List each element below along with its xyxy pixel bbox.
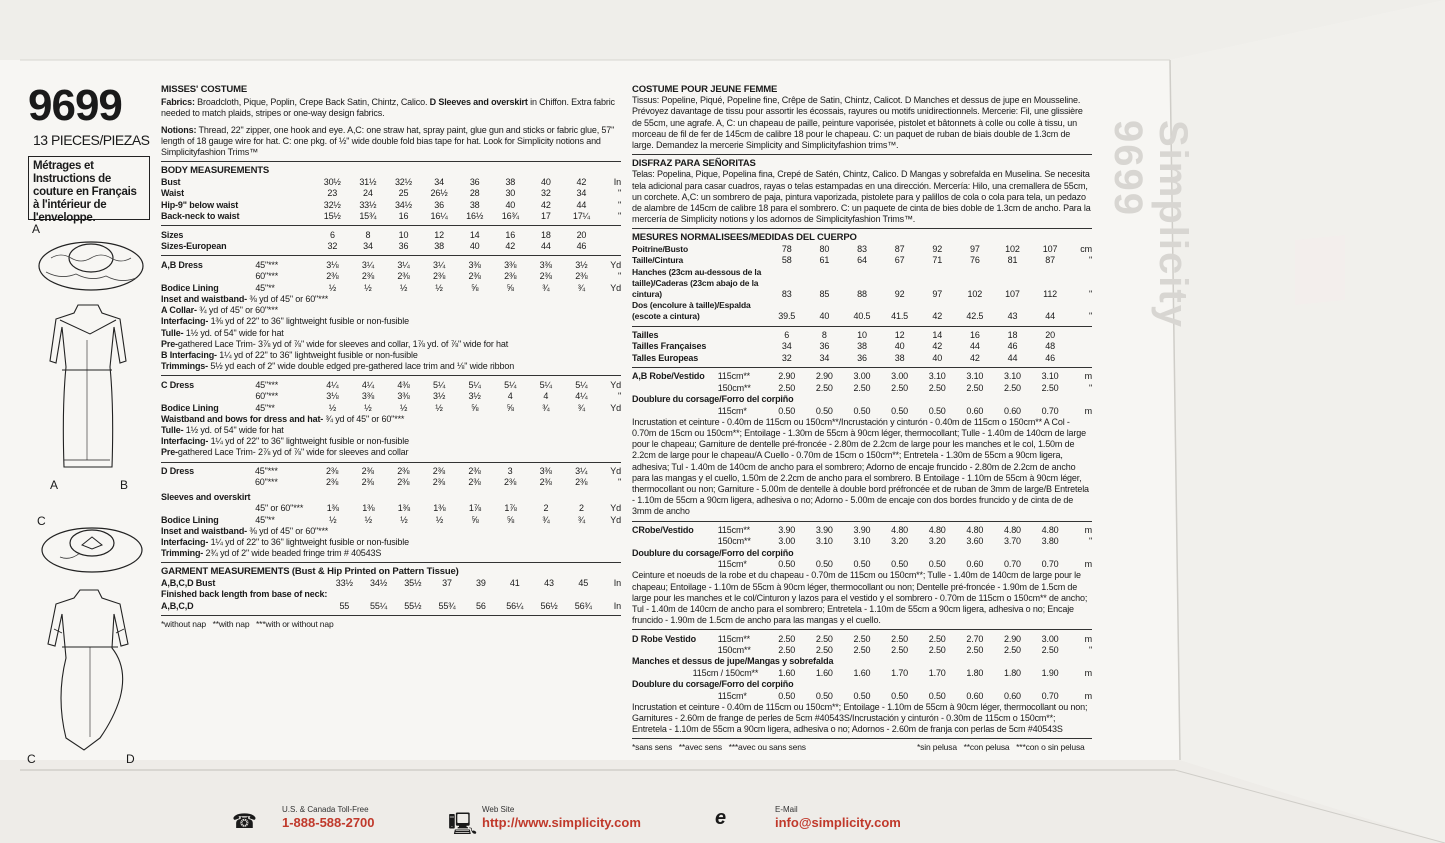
ab-metric-table xyxy=(632,371,1092,394)
table-row: Back-neck to waist 15½ 15¾ 16 16¼ 16½ 16¾ 17 17¼ " xyxy=(161,211,621,222)
table-row: A,B Robe/Vestido 115cm** 2.90 2.90 3.00 3.00 3.10 3.10 3.10 3.10 m xyxy=(632,371,1092,382)
garment-measurements-table xyxy=(161,578,621,613)
table-row: Talles Europeas 32 34 36 38 40 42 44 46 xyxy=(632,352,1055,363)
ab-metric-text: Incrustation et ceinture - 0.40m de 115cm ou 150cm**/Incrustación y cinturón - 0.40m de 115cm o 150cm** A Col - 0.70m de 15cm ou 150cm**; Entoilage - 1.30m de 55cm à 90cm léger, thermocollant; Tulle - 1.40m de 140cm de large pour le chapeau; Garniture de dentelle pré-froncée - 2.80m de 2.2cm de large pour les manches et le col, 1.50m de 2.2cm de large pour le chapeau/A Cuello - 0.70m de 15cm o 150cm**; Entretela - 1.30m de 55cm a 90cm ligera, adhesiva; Tul - 1.40m de 140cm de ancho para el sombrero; Adorno de encaje fruncido - 2.80m de 2.2cm de ancho para las mangas y el cuello, 1.50m de 2.2cm de ancho para el sombrero. B Entoilage - 1.10m de 55cm à 90cm léger, thermocollant ou non; Garniture - 5.00m de dentelle à double bord préfroncée et de ruban de 3mm de large/B Entretela - 1.10m de 55cm a 90cm ligera, adhesiva o no; Adorno - 5.00m de encaje con dos bordes fruncido y de cinta de de 3mm de ancho xyxy=(632,416,1089,517)
note-line: Tulle- 1½ yd. of 54" wide for hat xyxy=(161,425,284,436)
d-sleeves-metric-table xyxy=(632,668,1092,680)
french-title: COSTUME POUR JEUNE FEMME xyxy=(632,84,778,95)
spanish-title: DISFRAZ PARA SEÑORITAS xyxy=(632,158,756,170)
d-notes xyxy=(161,526,621,560)
note-line: Pre-gathered Lace Trim- 2⅞ yd of ⅞" wide for sleeves and collar xyxy=(161,447,409,458)
table-row: C Dress 45"*** 4¼ 4¼ 4⅜ 5¼ 5¼ 5¼ 5¼ 5¼ Yd xyxy=(161,379,621,390)
fabrics-text: Fabrics: Broadcloth, Pique, Poplin, Crepe Back Satin, Chintz, Calico. D Sleeves and overskirt in Chiffon. Extra fabric needed to match plaids, stripes or one-way design fabrics. xyxy=(161,97,615,119)
table-row: Finished back length from base of neck: xyxy=(161,589,328,600)
table-row: Tailles 6 8 10 12 14 16 18 20 xyxy=(632,329,1055,340)
dress-illustration-c-d xyxy=(40,585,140,755)
metric-measurements-table xyxy=(632,244,1092,323)
view-label-c: C xyxy=(27,752,36,766)
view-label-d: D xyxy=(126,752,135,766)
english-column xyxy=(161,84,621,630)
ab-lining-label: Doublure du corsage/Forro del corpiño xyxy=(632,394,794,405)
table-row: Bust 30½ 31½ 32½ 34 36 38 40 42 In xyxy=(161,176,621,187)
d-sleeves-label: Sleeves and overskirt xyxy=(161,491,251,502)
note-line: Tulle- 1½ yd. of 54" wide for hat xyxy=(161,327,284,338)
hat-illustration-a xyxy=(36,228,146,298)
table-row: Bodice Lining 45"** ½ ½ ½ ½ ⅝ ⅝ ¾ ¾ Yd xyxy=(161,402,621,413)
french-instructions-note: Métrages et Instructions de couture en Français à l'intérieur de l'enveloppe. xyxy=(28,156,150,220)
table-row: A,B,C,D 55 55¼ 55½ 55¾ 56 56¼ 56½ 56¾ In xyxy=(161,600,621,611)
garment-measurements-title: GARMENT MEASUREMENTS (Bust & Hip Printed on Pattern Tissue) xyxy=(161,566,459,578)
table-row: A,B Dress 45"*** 3⅛ 3¼ 3¼ 3¼ 3⅜ 3⅜ 3⅜ 3½ Yd xyxy=(161,259,621,270)
c-metric-text: Ceinture et noeuds de la robe et du chapeau - 0.70m de 115cm ou 150cm**; Tulle - 1.40m de 140cm de large pour le chapeau; Entoilage - 1.10m de 55cm à 90cm léger, thermocollant ou non; Dentelle pré-froncée - 1.90m de 1.5cm de large pour les manches et le col/Cinturon y lazos para el vestido y el sombrero - 0.70m de 115cm o 150cm** de ancho; Tul - 1.40m de 140cm de ancho para el sombrero; Entretela - 1.10m de 55cm a 90cm ligera, adhesiva o no; Encaje fruncido - 1.90m de 1.5cm de ancho para las mangas y el cuello. xyxy=(632,570,1088,626)
table-row: 60"*** 2⅜ 2⅜ 2⅜ 2⅜ 2⅜ 2⅜ 2⅜ 2⅜ " xyxy=(255,271,621,282)
d-yardage-table xyxy=(161,466,621,489)
table-row: Sizes 6 8 10 12 14 16 18 20 xyxy=(161,229,587,240)
c-notes xyxy=(161,414,621,459)
note-line: Pre-gathered Lace Trim- 3⅞ yd of ⅞" wide for sleeves and collar, 1⅞ yd. of ⅞" wide for hat xyxy=(161,338,509,349)
note-line: B Interfacing- 1¼ yd of 22" to 36" lightweight fusible or non-fusible xyxy=(161,349,418,360)
d-metric-text: Incrustation et ceinture - 0.40m de 115cm ou 150cm**; Entoilage - 1.10m de 55cm à 90cm léger, thermocollant ou non; Garnitures - 2.60m de frange de perles de 5cm #40543S/Incrustación y cinturón - 0.30m de 115cm o 150cm**; Entretela - 1.10m de 55cm a 90cm ligera, adhesiva o no; Adornos - 2.60m de franja con perlas de 5cm #40543S xyxy=(632,701,1088,735)
contact-footer xyxy=(220,805,980,835)
ab-notes xyxy=(161,294,621,372)
note-line: A Collar- ¾ yd of 45" or 60"*** xyxy=(161,305,278,316)
hat-illustration-c xyxy=(40,515,145,580)
table-row: CRobe/Vestido 115cm** 3.90 3.90 3.90 4.80 4.80 4.80 4.80 4.80 m xyxy=(632,524,1092,535)
computer-icon: 🖳 xyxy=(448,811,478,836)
ab-yardage-table xyxy=(161,259,621,294)
c-metric-table xyxy=(632,525,1092,548)
email-icon: e xyxy=(715,807,727,829)
costume-title: MISSES' COSTUME xyxy=(161,84,248,95)
table-row: Bodice Lining 45"** ½ ½ ½ ½ ⅝ ⅝ ¾ ¾ Yd xyxy=(161,282,621,293)
c-lining-label: Doublure du corsage/Forro del corpiño xyxy=(632,547,794,558)
table-row: Bodice Lining 45"** ½ ½ ½ ½ ⅝ ⅝ ¾ ¾ Yd xyxy=(161,514,621,525)
d-sleeves-metric-label: Manches et dessus de jupe/Mangas y sobrefalda xyxy=(632,656,834,667)
d-metric-table xyxy=(632,633,1092,656)
table-row: Hanches (23cm au-dessous de la taille)/Caderas (23cm abajo de la cintura) 83 85 88 92 97 102 107 112 " xyxy=(632,266,1092,300)
table-row: 115cm / 150cm** 1.60 1.60 1.60 1.70 1.70 1.80 1.80 1.90 m xyxy=(692,667,1092,678)
table-row: 45" or 60"*** 1⅜ 1⅜ 1⅜ 1⅜ 1⅞ 1⅞ 2 2 Yd xyxy=(255,503,621,514)
table-row: D Robe Vestido 115cm** 2.50 2.50 2.50 2.50 2.50 2.70 2.90 3.00 m xyxy=(632,633,1092,644)
tailles-table xyxy=(632,330,1092,365)
c-lining-table xyxy=(632,559,1092,571)
note-line: Waistband and bows for dress and hat- ¾ yd of 45" or 60"*** xyxy=(161,413,405,424)
view-label-b: B xyxy=(120,478,129,492)
table-row: 150cm** 3.00 3.10 3.10 3.20 3.20 3.60 3.70 3.80 " xyxy=(717,536,1092,547)
table-row: A,B,C,D Bust 33½ 34½ 35½ 37 39 41 43 45 In xyxy=(161,577,621,588)
metric-footnotes: *sans sens **avec sens ***avec ou sans sens *sin pelusa **con pelusa ***con o sin pelusa xyxy=(632,742,1085,753)
dress-illustration-a-b xyxy=(40,300,135,475)
table-row: D Dress 45"*** 2⅜ 2⅜ 2⅜ 2⅜ 2⅜ 3 3⅜ 3¼ Yd xyxy=(161,465,621,476)
pieces-count: 13 PIECES/PIEZAS xyxy=(33,132,150,148)
table-row: Hip-9" below waist 32½ 33½ 34½ 36 38 40 42 44 " xyxy=(161,199,621,210)
metric-measurements-title: MESURES NORMALISEES/MEDIDAS DEL CUERPO xyxy=(632,232,857,244)
d-yardage-table-2 xyxy=(161,503,621,526)
d-lining-table xyxy=(632,690,1092,702)
pattern-number: 9699 xyxy=(28,81,122,130)
web-link[interactable]: http://www.simplicity.com xyxy=(482,815,641,830)
table-row: 60"*** 2⅜ 2⅜ 2⅜ 2⅜ 2⅜ 2⅜ 2⅜ 2⅜ " xyxy=(254,477,621,488)
nap-footnote: *without nap **with nap ***with or without nap xyxy=(161,619,334,630)
view-label-a-top: A xyxy=(32,222,41,236)
c-yardage-table xyxy=(161,379,621,414)
phone-icon: ☎ xyxy=(232,811,257,833)
body-measurements-table xyxy=(161,176,621,222)
table-row: Poitrine/Busto 78 80 83 87 92 97 102 107 cm xyxy=(632,243,1092,254)
sizes-table xyxy=(161,229,621,252)
spanish-text: Telas: Popelina, Pique, Popelina fina, Crepé de Satén, Chintz, Calico. D Mangas y sobrefalda en Muselina. Se necesita tela adicional para casar cuadros, rayas o telas estampadas en una dirección. Mercería: Hilo, una cremallera de 55cm, un corchete. A,C: un sombrero de paja, pintura vaporizada, pistolete para y palillos de cola o cola para tela, un pedazo de alambre de 145cm de calibre 18 para el sombrero. C: un paquete de cinta de bies doble de 1.3cm de ancho. Para la mercería de Simplicity notions y los adornos de Simplicityfashion Trims™. xyxy=(632,169,1091,225)
body-measurements-title: BODY MEASUREMENTS xyxy=(161,165,270,177)
d-lining-label: Doublure du corsage/Forro del corpiño xyxy=(632,679,794,690)
faded-backprint: Simplicity 9699 xyxy=(1106,120,1195,329)
table-row: 150cm** 2.50 2.50 2.50 2.50 2.50 2.50 2.50 2.50 " xyxy=(717,645,1092,656)
table-row: 115cm* 0.50 0.50 0.50 0.50 0.50 0.60 0.70 0.70 m xyxy=(717,559,1092,570)
table-row: Sizes-European 32 34 36 38 40 42 44 46 xyxy=(161,241,587,252)
email-label: E-Mail xyxy=(775,805,798,814)
note-line: Interfacing- 1¼ yd of 22" to 36" lightweight fusible or non-fusible xyxy=(161,537,409,548)
table-row: Waist 23 24 25 26½ 28 30 32 34 " xyxy=(161,188,621,199)
table-row: Taille/Cintura 58 61 64 67 71 76 81 87 " xyxy=(632,255,1092,266)
view-label-a: A xyxy=(50,478,59,492)
phone-number[interactable]: 1-888-588-2700 xyxy=(282,815,375,830)
note-line: Inset and waistband- ⅜ yd of 45" or 60"*** xyxy=(161,525,329,536)
notions-text: Notions: Thread, 22" zipper, one hook and eye. A,C: one straw hat, spray paint, glue gun and sticks or fabric glue, 57" length of 18 gauge wire for hat. C: one pkg. of ½" wide double fold bias tape for hat. Look for Simplicity notions and Simplicityfashion Trims™ xyxy=(161,124,615,158)
note-line: Trimming- 2¾ yd of 2" wide beaded fringe trim # 40543S xyxy=(161,548,382,559)
table-row: 60"*** 3⅛ 3⅜ 3⅜ 3½ 3½ 4 4 4¼ " xyxy=(255,391,621,402)
note-line: Interfacing- 1¼ yd of 22" to 36" lightweight fusible or non-fusible xyxy=(161,436,409,447)
web-label: Web Site xyxy=(482,805,515,814)
table-row: 115cm* 0.50 0.50 0.50 0.50 0.50 0.60 0.60 0.70 m xyxy=(717,690,1092,701)
french-spanish-column xyxy=(632,84,1092,753)
note-line: Interfacing- 1⅜ yd of 22" to 36" lightweight fusible or non-fusible xyxy=(161,316,409,327)
phone-label: U.S. & Canada Toll-Free xyxy=(282,805,369,814)
table-row: Tailles Françaises 34 36 38 40 42 44 46 48 xyxy=(632,341,1055,352)
french-text: Tissus: Popeline, Piqué, Popeline fine, Crêpe de Satin, Chintz, Calicot. D Manches et dessus de jupe en Mousseline. Prévoyez davantage de tissu pour assortir les écossais, rayures ou motifs unidirectionnels. Mercerie: Fil, une glissière de 55cm, une agrafe. A, C: un chapeau de paille, peinture vaporisée, pistolet et bâtonnets à colle ou colle à tissu, un morceau de fil de fer de 145cm de calibre 18 pour le chapeau. C: un paquet de ruban de biais double de 1.3cm de large. Demandez la mercerie Simplicity and Simplicityfashion trims™. xyxy=(632,95,1083,151)
table-row: Dos (encolure à taille)/Espalda (escote a cintura) 39.5 40 40.5 41.5 42 42.5 43 44 " xyxy=(632,300,1092,322)
table-row: 115cm* 0.50 0.50 0.50 0.50 0.50 0.60 0.60 0.70 m xyxy=(717,405,1092,416)
email-link[interactable]: info@simplicity.com xyxy=(775,815,901,830)
table-row: 150cm** 2.50 2.50 2.50 2.50 2.50 2.50 2.50 2.50 " xyxy=(717,382,1092,393)
ab-lining-table xyxy=(632,405,1092,417)
note-line: Trimmings- 5½ yd each of 2" wide double edged pre-gathered lace trim and ⅛" wide ribbon xyxy=(161,361,515,372)
note-line: Inset and waistband- ⅜ yd of 45" or 60"*** xyxy=(161,293,329,304)
view-label-c-top: C xyxy=(37,514,46,528)
